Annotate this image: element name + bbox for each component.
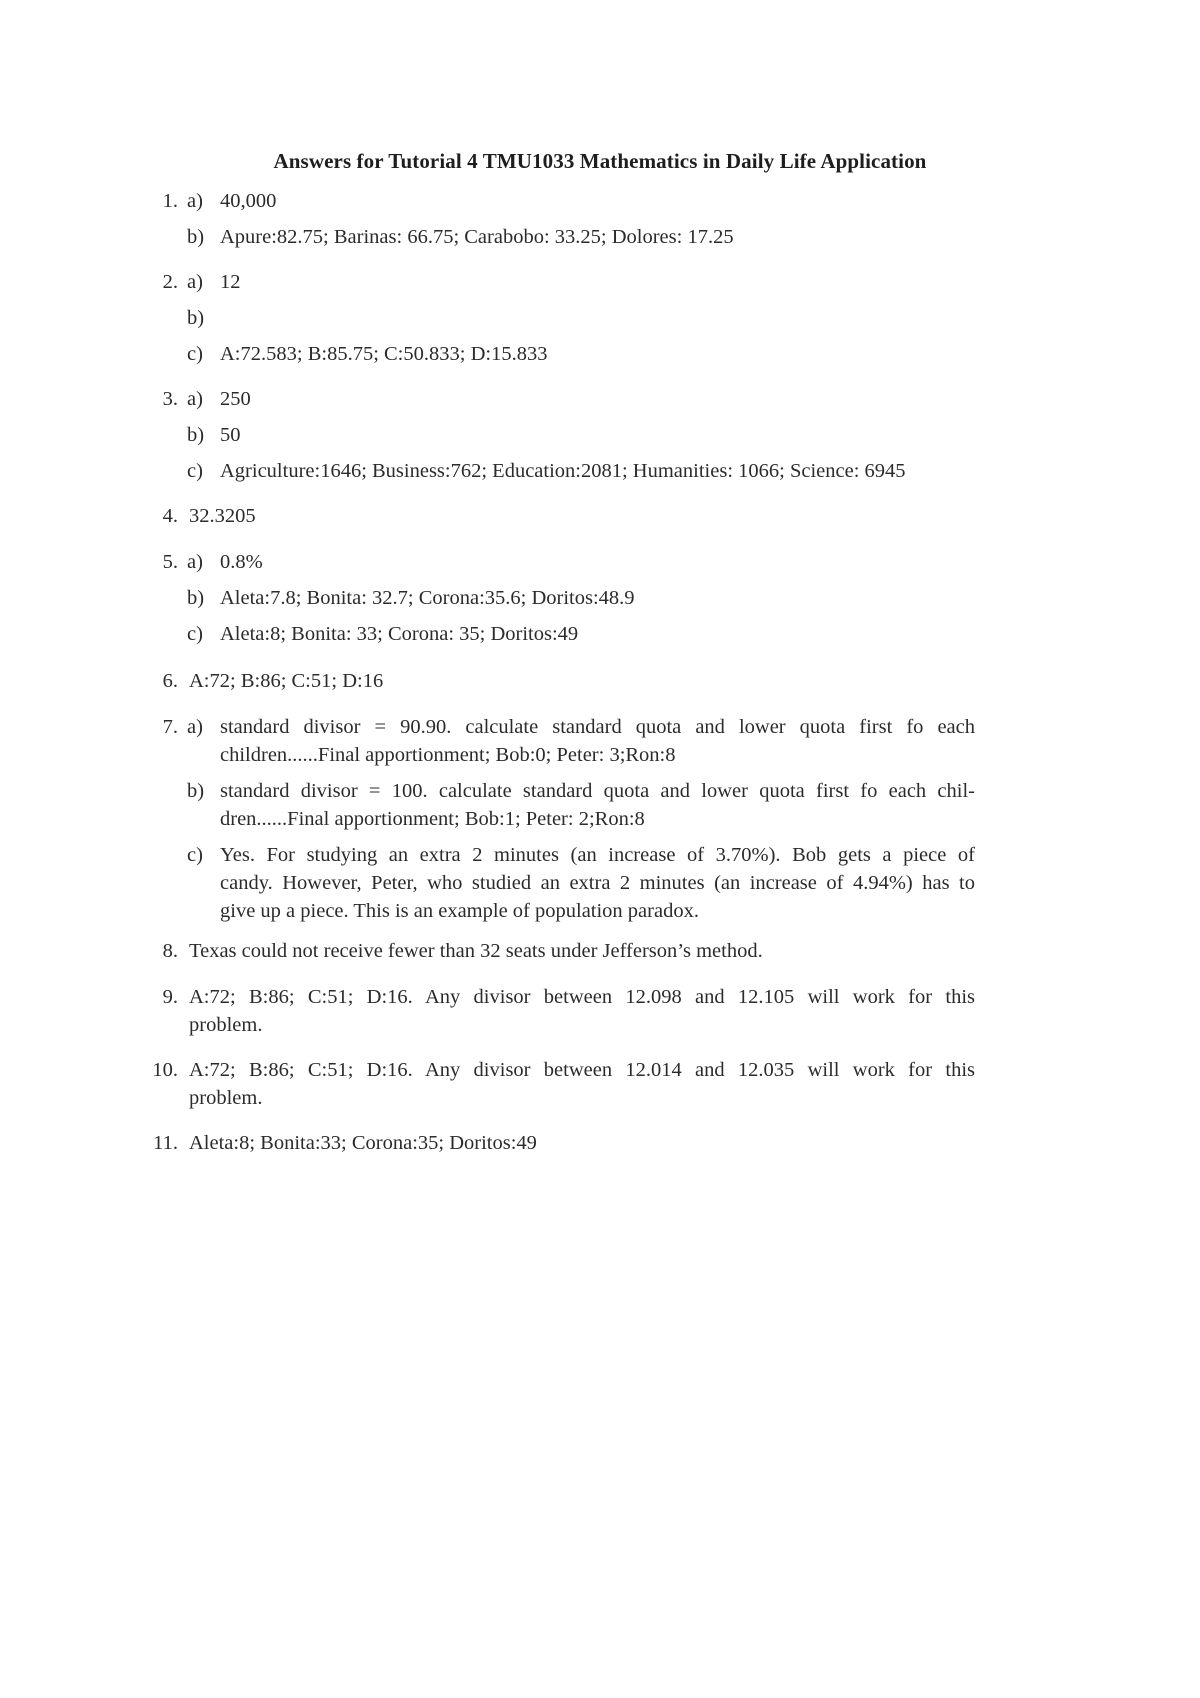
item-number: 7. bbox=[162, 716, 178, 738]
item-number: 3. bbox=[162, 388, 178, 410]
item-text: A:72; B:86; C:51; D:16. Any divisor between 12.014 and 12.035 will work for this bbox=[189, 1059, 975, 1081]
part-label: b) bbox=[187, 780, 205, 802]
part-label: b) bbox=[187, 226, 205, 248]
item-number: 10. bbox=[152, 1059, 178, 1081]
item-number: 6. bbox=[162, 670, 178, 692]
item-number: 5. bbox=[162, 551, 178, 573]
page-title: Answers for Tutorial 4 TMU1033 Mathematics in Daily Life Application bbox=[273, 149, 927, 173]
part-text: A:72.583; B:85.75; C:50.833; D:15.833 bbox=[220, 343, 548, 365]
part-label: c) bbox=[187, 460, 203, 482]
part-text: 250 bbox=[220, 388, 251, 410]
part-label: c) bbox=[187, 623, 203, 645]
item-text: A:72; B:86; C:51; D:16 bbox=[189, 670, 384, 692]
item-number: 4. bbox=[162, 505, 178, 527]
part-label: a) bbox=[187, 716, 203, 738]
part-text: 12 bbox=[220, 271, 241, 293]
item-number: 11. bbox=[153, 1132, 178, 1154]
item-text: 32.3205 bbox=[189, 505, 256, 527]
part-label: a) bbox=[187, 551, 203, 573]
item-text: problem. bbox=[189, 1087, 263, 1109]
item-text: Texas could not receive fewer than 32 seats under Jefferson’s method. bbox=[189, 940, 763, 962]
part-text: 0.8% bbox=[220, 551, 263, 573]
item-number: 8. bbox=[162, 940, 178, 962]
item-text: A:72; B:86; C:51; D:16. Any divisor between 12.098 and 12.105 will work for this bbox=[189, 986, 975, 1008]
item-number: 1. bbox=[162, 190, 178, 212]
part-text: standard divisor = 100. calculate standard quota and lower quota first fo each chil- bbox=[220, 780, 975, 802]
part-text: Aleta:7.8; Bonita: 32.7; Corona:35.6; Doritos:48.9 bbox=[220, 587, 635, 609]
item-text: Aleta:8; Bonita:33; Corona:35; Doritos:49 bbox=[189, 1132, 537, 1154]
part-label: a) bbox=[187, 190, 203, 212]
part-label: a) bbox=[187, 271, 203, 293]
part-label: c) bbox=[187, 343, 203, 365]
item-text: problem. bbox=[189, 1014, 263, 1036]
part-text: dren......Final apportionment; Bob:1; Peter: 2;Ron:8 bbox=[220, 808, 645, 830]
part-text: 40,000 bbox=[220, 190, 277, 212]
item-number: 2. bbox=[162, 271, 178, 293]
part-text: children......Final apportionment; Bob:0; Peter: 3;Ron:8 bbox=[220, 744, 676, 766]
part-text: candy. However, Peter, who studied an extra 2 minutes (an increase of 4.94%) has to bbox=[220, 872, 975, 894]
part-text: Agriculture:1646; Business:762; Education:2081; Humanities: 1066; Science: 6945 bbox=[220, 460, 906, 482]
part-text: Apure:82.75; Barinas: 66.75; Carabobo: 33.25; Dolores: 17.25 bbox=[220, 226, 734, 248]
part-text: Yes. For studying an extra 2 minutes (an increase of 3.70%). Bob gets a piece of bbox=[220, 844, 975, 866]
part-text: Aleta:8; Bonita: 33; Corona: 35; Doritos:49 bbox=[220, 623, 579, 645]
part-label: b) bbox=[187, 307, 205, 329]
part-label: a) bbox=[187, 388, 203, 410]
part-label: c) bbox=[187, 844, 203, 866]
part-label: b) bbox=[187, 587, 205, 609]
part-text: 50 bbox=[220, 424, 241, 446]
part-text: standard divisor = 90.90. calculate standard quota and lower quota first fo each bbox=[220, 716, 975, 738]
item-number: 9. bbox=[162, 986, 178, 1008]
part-label: b) bbox=[187, 424, 205, 446]
part-text: give up a piece. This is an example of population paradox. bbox=[220, 900, 699, 922]
